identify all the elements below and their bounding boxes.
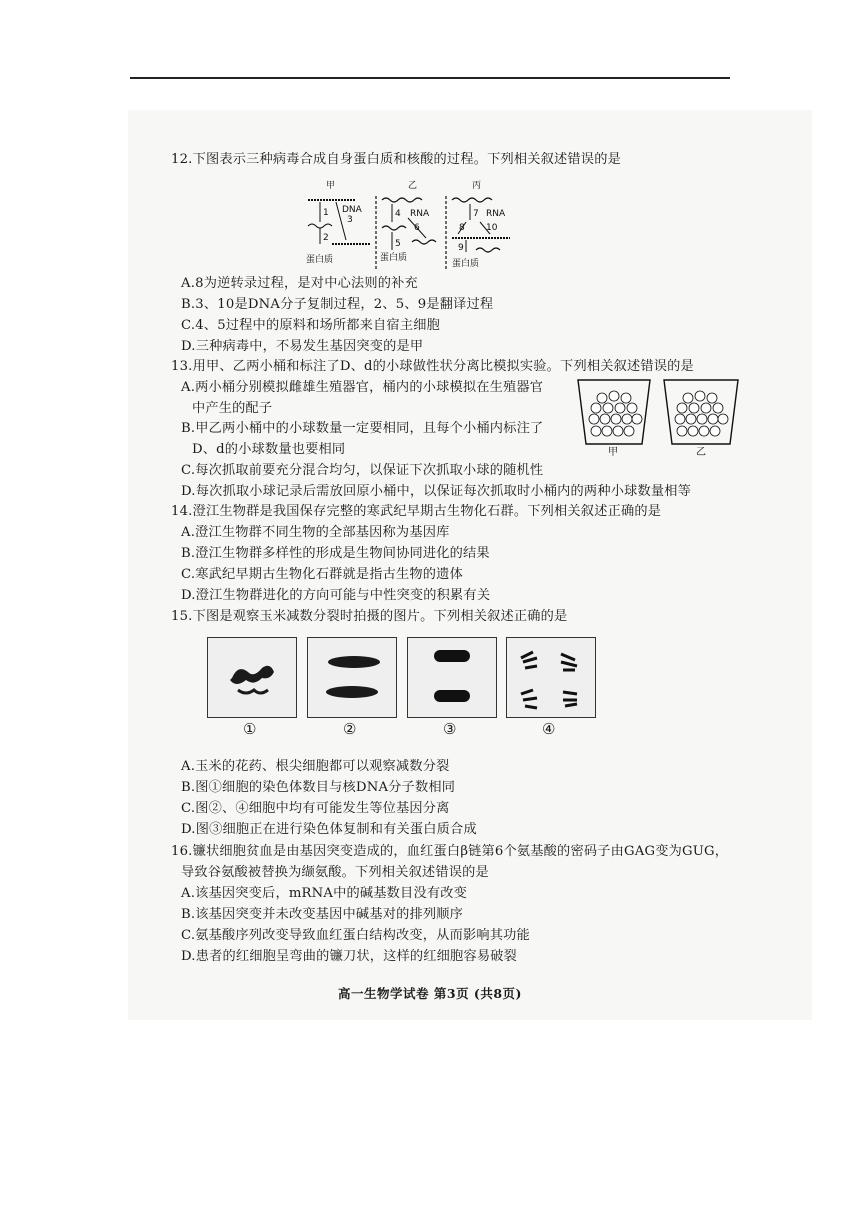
q12-num-3: 3: [347, 215, 353, 225]
q15-option-d: D.图③细胞正在进行染色体复制和有关蛋白质合成: [181, 822, 477, 837]
q16-stem-line2: 导致谷氨酸被替换为缬氨酸。下列相关叙述错误的是: [181, 865, 489, 880]
q12-protein-bing: 蛋白质: [452, 259, 480, 269]
q12-num-5: 5: [395, 239, 401, 249]
q14-stem: 14.澄江生物群是我国保存完整的寒武纪早期古生物化石群。下列相关叙述正确的是: [171, 504, 662, 519]
q12-label-jia: 甲: [326, 181, 336, 191]
q15-stem: 15.下图是观察玉米减数分裂时拍摄的图片。下列相关叙述正确的是: [171, 609, 568, 624]
q15-photo-1: [207, 637, 297, 718]
q15-photo-4: [506, 637, 596, 718]
q12-num-8: 8: [459, 223, 465, 233]
q14-option-a: A.澄江生物群不同生物的全部基因称为基因库: [181, 525, 450, 540]
q12-nucleic-yi: RNA: [410, 209, 430, 219]
q15-photo-3: [407, 637, 497, 718]
q13-option-b: B.甲乙两小桶中的小球数量一定要相同，且每个小桶内标注了: [181, 421, 544, 436]
q13-option-a: A.两小桶分别模拟雌雄生殖器官，桶内的小球模拟在生殖器官: [181, 380, 544, 395]
q15-option-a: A.玉米的花药、根尖细胞都可以观察减数分裂: [181, 759, 450, 774]
q12-num-9: 9: [458, 243, 464, 253]
q12-protein-jia: 蛋白质: [306, 255, 334, 265]
q15-figure-label-3: ③: [443, 720, 457, 738]
q12-protein-yi: 蛋白质: [380, 253, 408, 263]
q15-photo-2: [307, 637, 397, 718]
q12-num-1: 1: [323, 208, 329, 218]
q15-option-b: B.图①细胞的染色体数目与核DNA分子数相同: [181, 780, 456, 795]
q12-num-10: 10: [486, 223, 498, 233]
header-rule: [130, 77, 730, 79]
q16-option-c: C.氨基酸序列改变导致血红蛋白结构改变，从而影响其功能: [181, 928, 530, 943]
q12-label-bing: 丙: [472, 181, 482, 191]
q12-stem: 12.下图表示三种病毒合成自身蛋白质和核酸的过程。下列相关叙述错误的是: [171, 152, 621, 167]
q13-option-b-cont: D、d的小球数量也要相同: [192, 442, 346, 457]
q14-option-c: C.寒武纪早期古生物化石群就是指古生物的遗体: [181, 567, 463, 582]
q12-option-d: D.三种病毒中，不易发生基因突变的是甲: [181, 339, 424, 354]
q14-option-d: D.澄江生物群进化的方向可能与中性突变的积累有关: [181, 588, 491, 603]
q13-bucket-label-yi: 乙: [696, 447, 706, 458]
q12-num-4: 4: [395, 209, 401, 219]
q12-option-c: C.4、5过程中的原料和场所都来自宿主细胞: [181, 318, 440, 333]
q12-option-a: A.8为逆转录过程，是对中心法则的补充: [181, 276, 418, 291]
q13-option-a-cont: 中产生的配子: [192, 401, 273, 416]
q15-option-c: C.图②、④细胞中均有可能发生等位基因分离: [181, 801, 450, 816]
q15-figure-label-4: ④: [542, 720, 556, 738]
q13-option-c: C.每次抓取前要充分混合均匀，以保证下次抓取小球的随机性: [181, 463, 544, 478]
q12-nucleic-jia: DNA: [342, 205, 362, 215]
q16-stem-line1: 16.镰状细胞贫血是由基因突变造成的，血红蛋白β链第6个氨基酸的密码子由GAG变为GUG，: [171, 844, 729, 859]
q16-option-a: A.该基因突变后，mRNA中的碱基数目没有改变: [181, 886, 467, 901]
page-footer: 高一生物学试卷 第3页 (共8页): [338, 986, 522, 1001]
q15-figure-label-1: ①: [243, 720, 257, 738]
q12-num-2: 2: [323, 233, 329, 243]
q15-figure-label-2: ②: [343, 720, 357, 738]
q13-option-d: D.每次抓取小球记录后需放回原小桶中，以保证每次抓取时小桶内的两种小球数量相等: [181, 484, 692, 499]
q16-option-d: D.患者的红细胞呈弯曲的镰刀状，这样的红细胞容易破裂: [181, 949, 517, 964]
q12-num-7: 7: [473, 209, 479, 219]
q12-num-6: 6: [414, 223, 420, 233]
q12-option-b: B.3、10是DNA分子复制过程，2、5、9是翻译过程: [181, 297, 494, 312]
q16-option-b: B.该基因突变并未改变基因中碱基对的排列顺序: [181, 907, 464, 922]
q13-buckets-figure: [572, 376, 744, 458]
q12-virus-figure: [300, 178, 530, 274]
q12-nucleic-bing: RNA: [486, 209, 506, 219]
q13-bucket-label-jia: 甲: [608, 447, 618, 458]
q13-stem: 13.用甲、乙两小桶和标注了D、d的小球做性状分离比模拟实验。下列相关叙述错误的是: [171, 359, 694, 374]
q12-label-yi: 乙: [408, 181, 418, 191]
q14-option-b: B.澄江生物群多样性的形成是生物间协同进化的结果: [181, 546, 490, 561]
